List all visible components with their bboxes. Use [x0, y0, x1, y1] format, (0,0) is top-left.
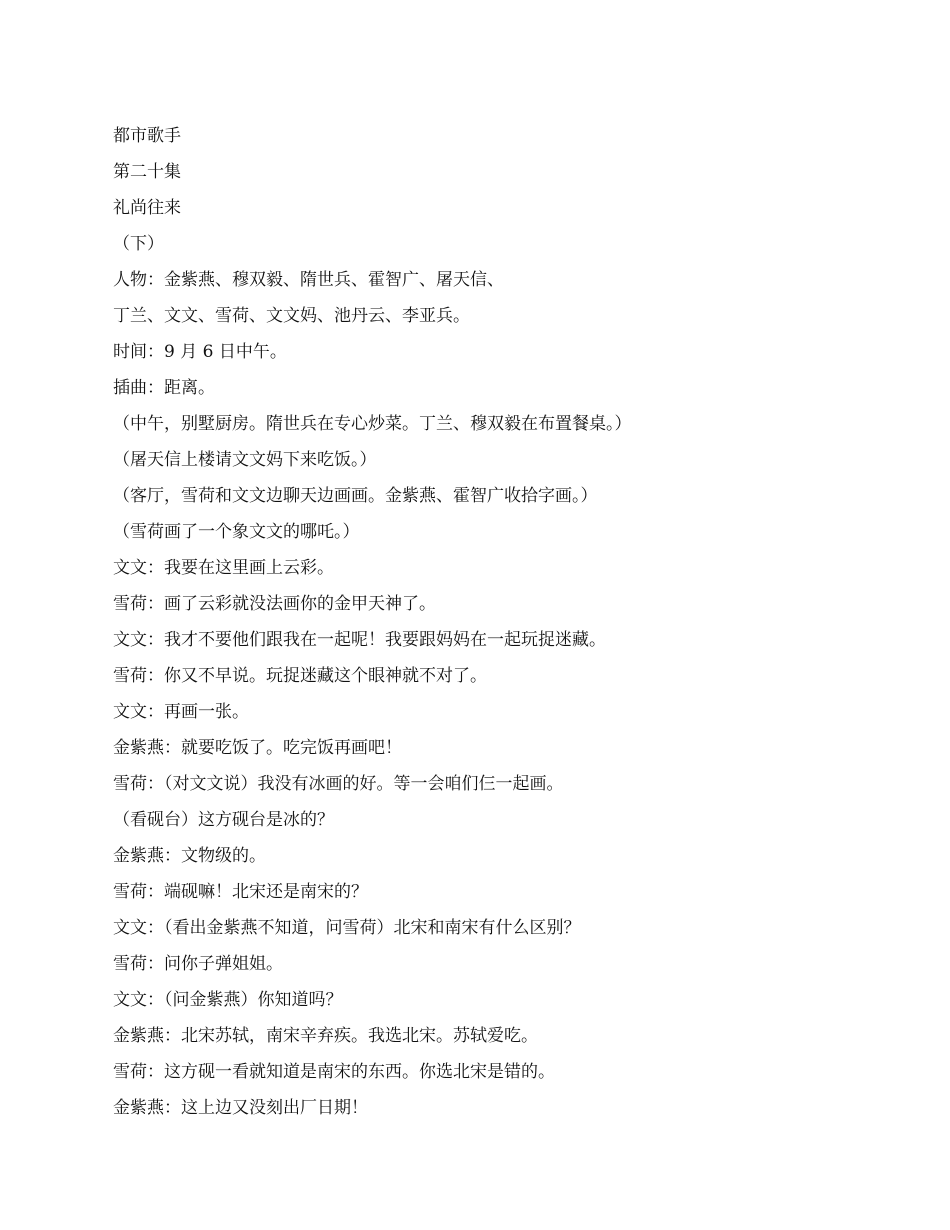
dialogue-line: 金紫燕：北宋苏轼，南宋辛弃疾。我选北宋。苏轼爱吃。	[113, 1026, 538, 1046]
song-line: 插曲：距离。	[113, 378, 215, 398]
series-title: 都市歌手	[113, 126, 181, 146]
dialogue-line: 雪荷：画了云彩就没法画你的金甲天神了。	[113, 594, 436, 614]
dialogue-line: 雪荷：这方砚一看就知道是南宋的东西。你选北宋是错的。	[113, 1062, 555, 1082]
part-label: （下）	[113, 234, 164, 254]
dialogue-line: 文文：（看出金紫燕不知道，问雪荷）北宋和南宋有什么区别？	[113, 918, 581, 938]
stage-direction: （客厅，雪荷和文文边聊天边画画。金紫燕、霍智广收拾字画。）	[113, 486, 598, 506]
dialogue-line: 雪荷：端砚嘛！北宋还是南宋的？	[113, 882, 368, 902]
dialogue-line: 文文：再画一张。	[113, 702, 249, 722]
dialogue-line: 金紫燕：文物级的。	[113, 846, 266, 866]
dialogue-line: （看砚台）这方砚台是冰的？	[113, 810, 334, 830]
episode-number: 第二十集	[113, 162, 181, 182]
dialogue-line: 雪荷：问你子弹姐姐。	[113, 954, 283, 974]
stage-direction: （中午，别墅厨房。隋世兵在专心炒菜。丁兰、穆双毅在布置餐桌。）	[113, 414, 632, 434]
dialogue-line: 文文：我才不要他们跟我在一起呢！我要跟妈妈在一起玩捉迷藏。	[113, 630, 606, 650]
dialogue-line: 文文：我要在这里画上云彩。	[113, 558, 334, 578]
dialogue-line: 雪荷：（对文文说）我没有冰画的好。等一会咱们仨一起画。	[113, 774, 564, 794]
dialogue-line: 金紫燕：就要吃饭了。吃完饭再画吧！	[113, 738, 402, 758]
dialogue-line: 雪荷：你又不早说。玩捉迷藏这个眼神就不对了。	[113, 666, 487, 686]
stage-direction: （雪荷画了一个象文文的哪吒。）	[113, 522, 360, 542]
time-line: 时间：9 月 6 日中午。	[113, 342, 287, 362]
dialogue-line: 金紫燕：这上边又没刻出厂日期！	[113, 1098, 368, 1118]
stage-direction: （屠天信上楼请文文妈下来吃饭。）	[113, 450, 377, 470]
dialogue-line: 文文：（问金紫燕）你知道吗？	[113, 990, 343, 1010]
cast-list-line: 丁兰、文文、雪荷、文文妈、池丹云、李亚兵。	[113, 306, 470, 326]
cast-list-line: 人物：金紫燕、穆双毅、隋世兵、霍智广、屠天信、	[113, 270, 504, 290]
script-text	[113, 118, 873, 1126]
episode-title: 礼尚往来	[113, 198, 181, 218]
